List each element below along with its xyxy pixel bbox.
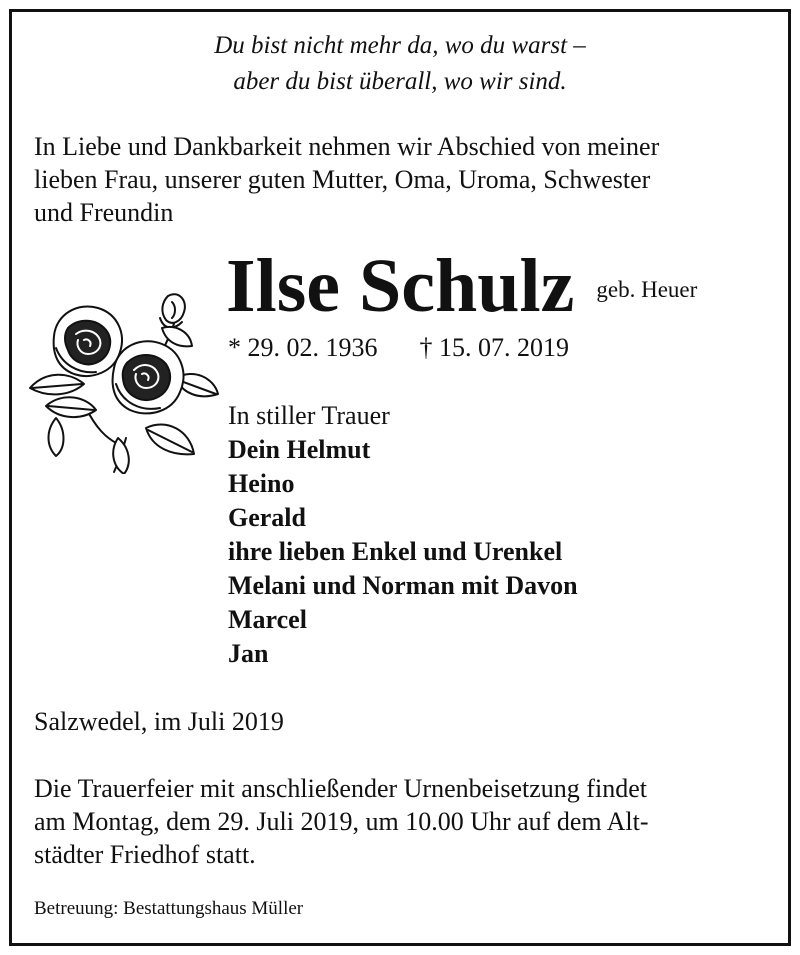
mourner-name: Melani und Norman mit Davon <box>228 571 578 600</box>
intro-line-3: und Freundin <box>34 198 174 227</box>
mourner-name: ihre lieben Enkel und Urenkel <box>228 537 563 566</box>
ceremony-line-2: am Montag, dem 29. Juli 2019, um 10.00 Uhr auf dem Alt- <box>34 807 649 836</box>
mourner-name: Marcel <box>228 605 307 634</box>
intro-line-2: lieben Frau, unserer guten Mutter, Oma, Uroma, Schwester <box>34 165 651 194</box>
place-and-date: Salzwedel, im Juli 2019 <box>34 707 284 736</box>
life-dates <box>228 330 569 366</box>
motto-verse <box>0 28 800 100</box>
ceremony-details <box>34 772 774 871</box>
mourner-name: Jan <box>228 639 269 668</box>
roses-illustration-icon <box>26 288 222 474</box>
deceased-name: Ilse Schulz <box>226 244 575 328</box>
mourner-name: Heino <box>228 469 295 498</box>
deceased-name-row <box>226 246 697 326</box>
birth-date: * 29. 02. 1936 <box>228 333 378 362</box>
funeral-home-credit: Betreuung: Bestattungshaus Müller <box>34 898 304 919</box>
intro-line-1: In Liebe und Dankbarkeit nehmen wir Abschied von meiner <box>34 132 660 161</box>
ceremony-line-3: städter Friedhof statt. <box>34 840 256 869</box>
ceremony-line-1: Die Trauerfeier mit anschließender Urnenbeisetzung findet <box>34 774 647 803</box>
death-date: † 15. 07. 2019 <box>419 333 569 362</box>
motto-line-2: aber du bist überall, wo wir sind. <box>233 68 567 95</box>
maiden-name: geb. Heuer <box>596 277 698 302</box>
mourner-name: Dein Helmut <box>228 435 371 464</box>
mourner-name: Gerald <box>228 503 306 532</box>
motto-line-1: Du bist nicht mehr da, wo du warst – <box>214 32 586 59</box>
mourning-heading: In stiller Trauer <box>228 401 390 430</box>
intro-text <box>34 130 774 229</box>
mourners-list <box>228 399 578 671</box>
